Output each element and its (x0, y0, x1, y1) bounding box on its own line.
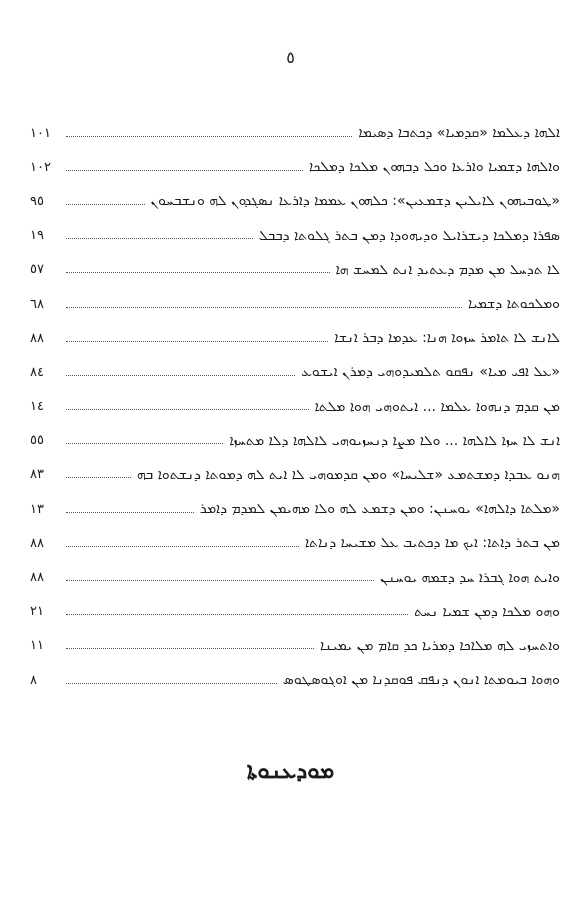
toc-entry[interactable] (30, 287, 560, 321)
dot-leader (66, 683, 277, 684)
toc-entry[interactable] (30, 560, 560, 594)
dot-leader (66, 170, 303, 171)
toc-page-number: ٢١ (30, 604, 44, 620)
toc-entry[interactable] (30, 184, 560, 218)
dot-leader (66, 512, 194, 513)
toc-title: ܘܗܘܐ ܒܝܘܡܬܐ ܐܢܘܢ ܕܢܦܩ ܦܘܩܕܢܐ ܡܢ ܐܘܓܘܣܛܘܣ (282, 672, 560, 689)
toc-page-number: ٩٥ (30, 193, 44, 209)
dot-leader (66, 443, 223, 444)
toc-entry[interactable] (30, 458, 560, 492)
dot-leader (66, 580, 374, 581)
dot-leader (66, 272, 330, 273)
toc-entry[interactable] (30, 526, 560, 560)
toc-entry[interactable] (30, 492, 560, 526)
toc-page-number: ٨٨ (30, 535, 44, 551)
dot-leader (66, 375, 295, 376)
toc-entry[interactable] (30, 390, 560, 424)
toc-page-number: ١٠٢ (30, 159, 51, 175)
toc-entry[interactable] (30, 355, 560, 389)
toc-title: ܡܢ ܩܕܡ ܕܢܗܘܐ ܥܠܡܐ ... ܐܝܬܘܗܝ ܗܘܐ ܡܠܬܐ (314, 398, 560, 415)
toc-page-number: ٨٤ (30, 364, 44, 380)
section-heading: ܡܘܕܥܢܘܬܐ (246, 758, 335, 784)
toc-title: ܠܐ ܬܕܚܠ ܡܢ ܡܕܡ ܕܥܬܝܕ ܐܢܬ ܠܡܚܫ ܗܐ (335, 261, 560, 278)
dot-leader (66, 307, 462, 308)
toc-page-number: ٨ (30, 672, 37, 688)
dot-leader (66, 409, 309, 410)
toc-page-number: ٨٨ (30, 330, 44, 346)
toc-title: ܐܢܫ ܠܐ ܚܙܐ ܠܐܠܗܐ ... ܘܠܐ ܡܨܐ ܕܢܚܙܝܘܗܝ ܠܐܠܗܐ ܕܠܐ ܡܬܚܙܐ (229, 432, 560, 449)
toc-title: ܘܐܬܚܙܝ ܠܗ ܡܠܐܟܐ ܕܡܪܝܐ ܟܕ ܩܐܡ ܡܢ ܝܡܝܢܐ (319, 637, 560, 654)
toc-entry[interactable] (30, 424, 560, 458)
toc-entry[interactable] (30, 629, 560, 663)
toc-title: «ܥܠ ܐܦܝ ܡܝܐ» ܢܦܩܘ ܬܠܡܝܕܘܗܝ ܕܡܪܢ ܐܝܫܘܥ (301, 364, 560, 381)
toc-entry[interactable] (30, 219, 560, 253)
toc-title: ܘܗܘ ܡܠܟܐ ܕܡܢ ܫܡܝܐ ܢܚܬ (414, 603, 560, 620)
toc-entry[interactable] (30, 595, 560, 629)
dot-leader (66, 648, 314, 649)
page-number: ٥ (286, 48, 295, 67)
toc-title: «ܡܠܬܐ ܕܐܠܗܐ» ܝܘܚܢܢ: ܘܡܢ ܕܫܡܥ ܠܗ ܘܠܐ ܡܗܝܡܢ ܠܡܕܡ ܕܐܡܪ (199, 501, 560, 518)
toc-page-number: ١١ (30, 638, 44, 654)
table-of-contents (30, 116, 560, 697)
toc-page-number: ١٣ (30, 501, 44, 517)
toc-page-number: ١٩ (30, 228, 44, 244)
dot-leader (66, 546, 299, 547)
toc-page-number: ٦٨ (30, 296, 44, 312)
dot-leader (66, 341, 328, 342)
toc-title: ܘܡܠܟܘܬܐ ܕܫܡܝܐ (468, 296, 560, 313)
toc-title: ܘܐܠܗܐ ܕܫܡܝܐ ܘܐܪܥܐ ܘܟܠ ܕܒܗܘܢ ܡܠܟܐ ܕܡܠܟܐ (309, 159, 560, 176)
toc-entry[interactable] (30, 253, 560, 287)
dot-leader (66, 136, 352, 137)
toc-title: ܐܠܗܐ ܕܥܠܡܐ «ܩܕܡܝܐ» ܕܟܬܒܐ ܕܣܝܡܐ (358, 125, 560, 142)
dot-leader (66, 238, 253, 239)
toc-page-number: ٥٧ (30, 262, 44, 278)
toc-entry[interactable] (30, 663, 560, 697)
toc-title: «ܛܘܒܝܗܘܢ ܠܐܝܠܝܢ ܕܫܡܥܝܢ»: ܟܠܗܘܢ ܥܡܡܐ ܕܐܪܥܐ ܢܣܓܕܘܢ ܠܗ ܘܢܫܒܚܘܢ (150, 193, 560, 210)
toc-page-number: ٥٥ (30, 433, 44, 449)
toc-title: ܡܢ ܒܬܪ ܕܐܬܐ: ܐܝܟ ܡܐ ܕܟܬܝܒ ܥܠ ܡܫܝܚܐ ܕܢܐܬܐ (304, 535, 560, 552)
toc-entry[interactable] (30, 150, 560, 184)
toc-title: ܣܦܪܐ ܕܡܠܟܐ ܕܝܫܪܐܝܠ ܘܕܝܗܘܕܐ ܕܡܢ ܒܬܪ ܓܠܘܬܐ ܕܒܒܠ (258, 227, 560, 244)
toc-page-number: ١٠١ (30, 125, 51, 141)
toc-entry[interactable] (30, 321, 560, 355)
toc-page-number: ١٤ (30, 399, 44, 415)
dot-leader (66, 477, 131, 478)
toc-title: ܠܐܢܫ ܠܐ ܬܐܡܪ ܚܙܘܐ ܗܢܐ: ܥܕܡܐ ܕܒܪ ܐܢܫܐ (334, 330, 560, 347)
dot-leader (66, 204, 145, 205)
toc-page-number: ٨٨ (30, 570, 44, 586)
toc-title: ܘܐܝܬ ܗܘܐ ܓܒܪܐ ܚܕ ܕܫܡܗ ܝܘܚܢܢ (380, 569, 560, 586)
toc-entry[interactable] (30, 116, 560, 150)
toc-title: ܗܢܘ ܥܒܕܐ ܕܡܫܬܡܥ «ܫܠܝܚܐ» ܘܡܢ ܩܕܡܘܗܝ ܠܐ ܐܝܬ ܠܗ ܕܡܘܬܐ ܕܢܫܬܘܐ ܒܗ (136, 466, 560, 483)
dot-leader (66, 614, 408, 615)
toc-page-number: ٨٣ (30, 467, 44, 483)
